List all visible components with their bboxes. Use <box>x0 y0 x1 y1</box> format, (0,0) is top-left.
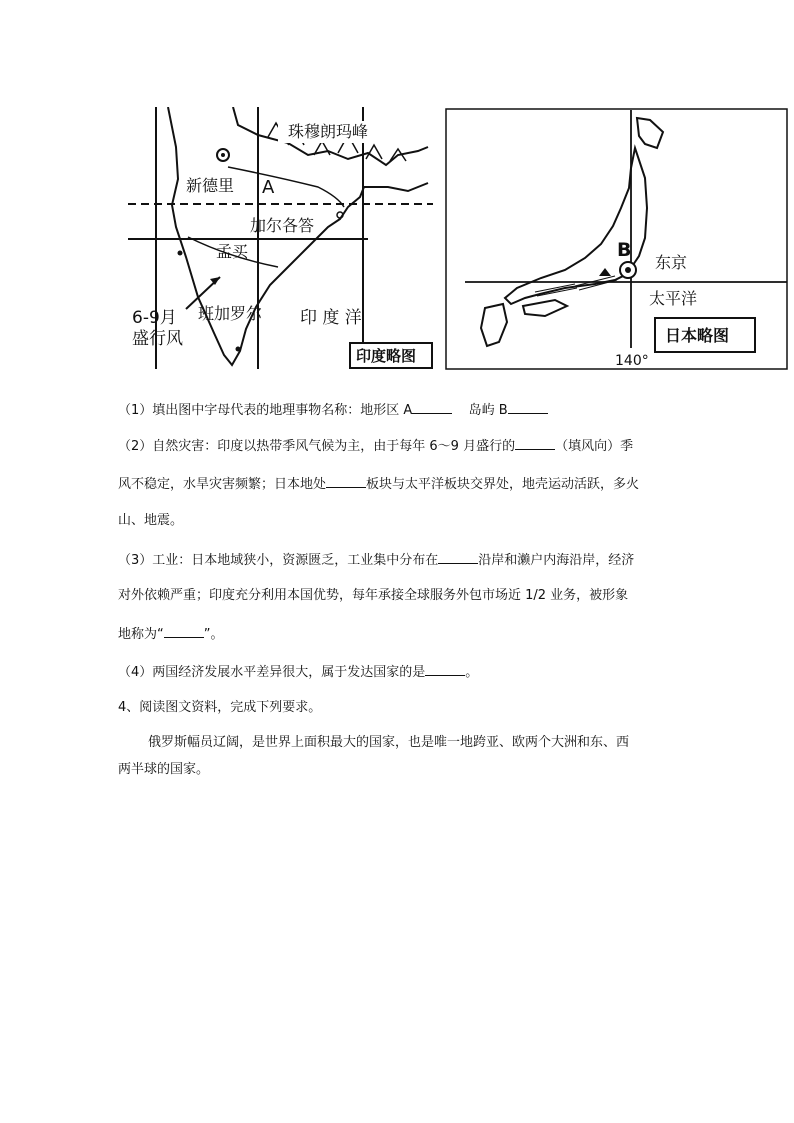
answer-blank-nickname[interactable] <box>164 623 204 638</box>
japan-map-caption: 日本略图 <box>665 326 730 345</box>
everest-label: 珠穆朗玛峰 <box>288 122 369 141</box>
passage-line-1: 俄罗斯幅员辽阔，是世界上面积最大的国家，也是唯一地跨亚、欧两个大洲和东、西 <box>148 735 630 750</box>
question-2-line-3: 山、地震。 <box>118 513 184 528</box>
point-b-label: B <box>617 239 632 261</box>
bangalore-marker <box>236 347 241 352</box>
question-3-line-3: 地称为“ ”。 <box>118 623 224 645</box>
answer-blank-wind-direction[interactable] <box>515 435 555 450</box>
tokyo-label: 东京 <box>655 253 688 272</box>
point-a-label: A <box>262 177 275 198</box>
answer-blank-coast[interactable] <box>438 549 478 564</box>
mumbai-label: 孟买 <box>216 242 249 261</box>
question-3-line-1: （3）工业：日本地域狭小，资源匮乏，工业集中分布在 沿岸和濑户内海沿岸，经济 <box>118 549 634 571</box>
question-2-line-2: 风不稳定，水旱灾害频繁；日本地处 板块与太平洋板块交界处，地壳运动活跃，多火 <box>118 473 639 495</box>
india-map <box>128 107 433 369</box>
passage-line-2: 两半球的国家。 <box>118 762 210 777</box>
question-3-line-2: 对外依赖严重；印度充分利用本国优势，每年承接全球服务外包市场近 1/2 业务，被形象 <box>118 588 629 603</box>
monsoon-label-line1: 6-9月 <box>132 308 177 328</box>
answer-blank-plate[interactable] <box>326 473 366 488</box>
kolkata-label: 加尔各答 <box>250 216 315 235</box>
answer-blank-b[interactable] <box>508 399 548 414</box>
question-4: （4）两国经济发展水平差异很大，属于发达国家的是 。 <box>118 661 478 683</box>
longitude-label: 140° <box>615 353 649 369</box>
india-coastline <box>168 107 428 365</box>
india-map-caption: 印度略图 <box>356 347 417 365</box>
answer-blank-developed-country[interactable] <box>425 661 465 676</box>
japan-map <box>445 108 788 370</box>
indian-ocean-label: 印 度 洋 <box>300 308 362 328</box>
question-2-line-1: （2）自然灾害：印度以热带季风气候为主，由于每年 6～9 月盛行的 （填风向）季 <box>118 435 633 457</box>
bangalore-label: 班加罗尔 <box>198 304 263 323</box>
new-delhi-label: 新德里 <box>186 176 235 195</box>
monsoon-label-line2: 盛行风 <box>132 329 183 349</box>
question-1: （1）填出图中字母代表的地理事物名称：地形区 A 岛屿 B <box>118 399 548 421</box>
answer-blank-a[interactable] <box>412 399 452 414</box>
mumbai-marker <box>178 251 183 256</box>
section-4-title: 4、阅读图文资料，完成下列要求。 <box>118 700 322 715</box>
pacific-ocean-label: 太平洋 <box>649 289 698 308</box>
